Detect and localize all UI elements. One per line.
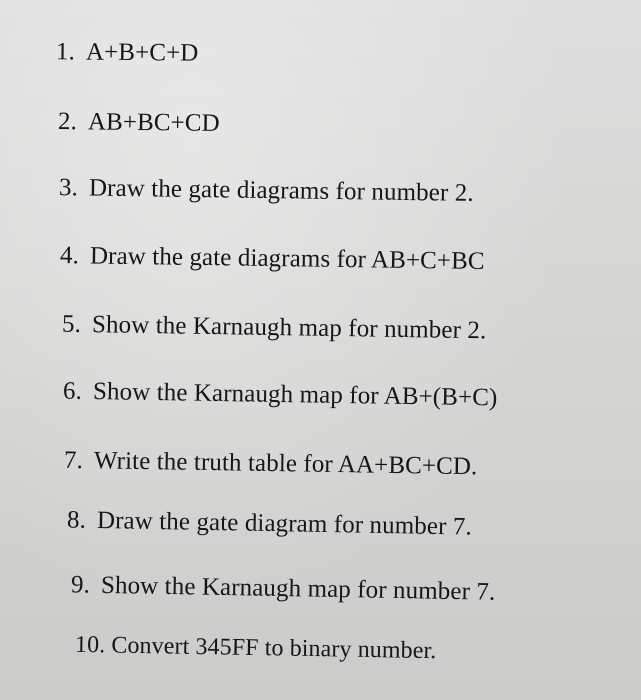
item-number: 6. [62, 377, 83, 405]
item-number: 4. [59, 242, 80, 270]
item-text: Show the Karnaugh map for AB+(B+C) [92, 378, 498, 412]
list-item [60, 241, 485, 277]
item-number: 8. [66, 506, 87, 534]
item-number: 7. [63, 446, 84, 475]
item-text: Show the Karnaugh map for number 2. [91, 311, 487, 345]
item-text: Show the Karnaugh map for number 7. [100, 571, 496, 606]
item-number: 2. [57, 108, 78, 136]
item-text: Draw the gate diagram for number 7. [96, 506, 473, 541]
list-item [67, 505, 472, 542]
list-item [56, 37, 199, 68]
list-item [62, 310, 487, 347]
item-text: Write the truth table for AA+BC+CD. [93, 447, 478, 481]
list-item [59, 173, 474, 209]
list-item [63, 377, 498, 414]
item-number: 9. [70, 571, 91, 599]
item-text: Convert 345FF to binary number. [111, 632, 437, 665]
item-text: AB+BC+CD [87, 108, 220, 137]
item-number: 5. [61, 310, 82, 338]
item-number: 3. [58, 174, 79, 202]
item-text: A+B+C+D [85, 38, 199, 67]
item-text: Draw the gate diagrams for number 2. [88, 174, 474, 207]
item-text: Draw the gate diagrams for AB+C+BC [89, 242, 485, 275]
list-item [58, 107, 220, 139]
list-item [71, 570, 496, 607]
list-item [64, 446, 478, 482]
item-number: 1. [55, 38, 76, 66]
list-item [75, 630, 437, 666]
item-number: 10. [74, 631, 106, 659]
